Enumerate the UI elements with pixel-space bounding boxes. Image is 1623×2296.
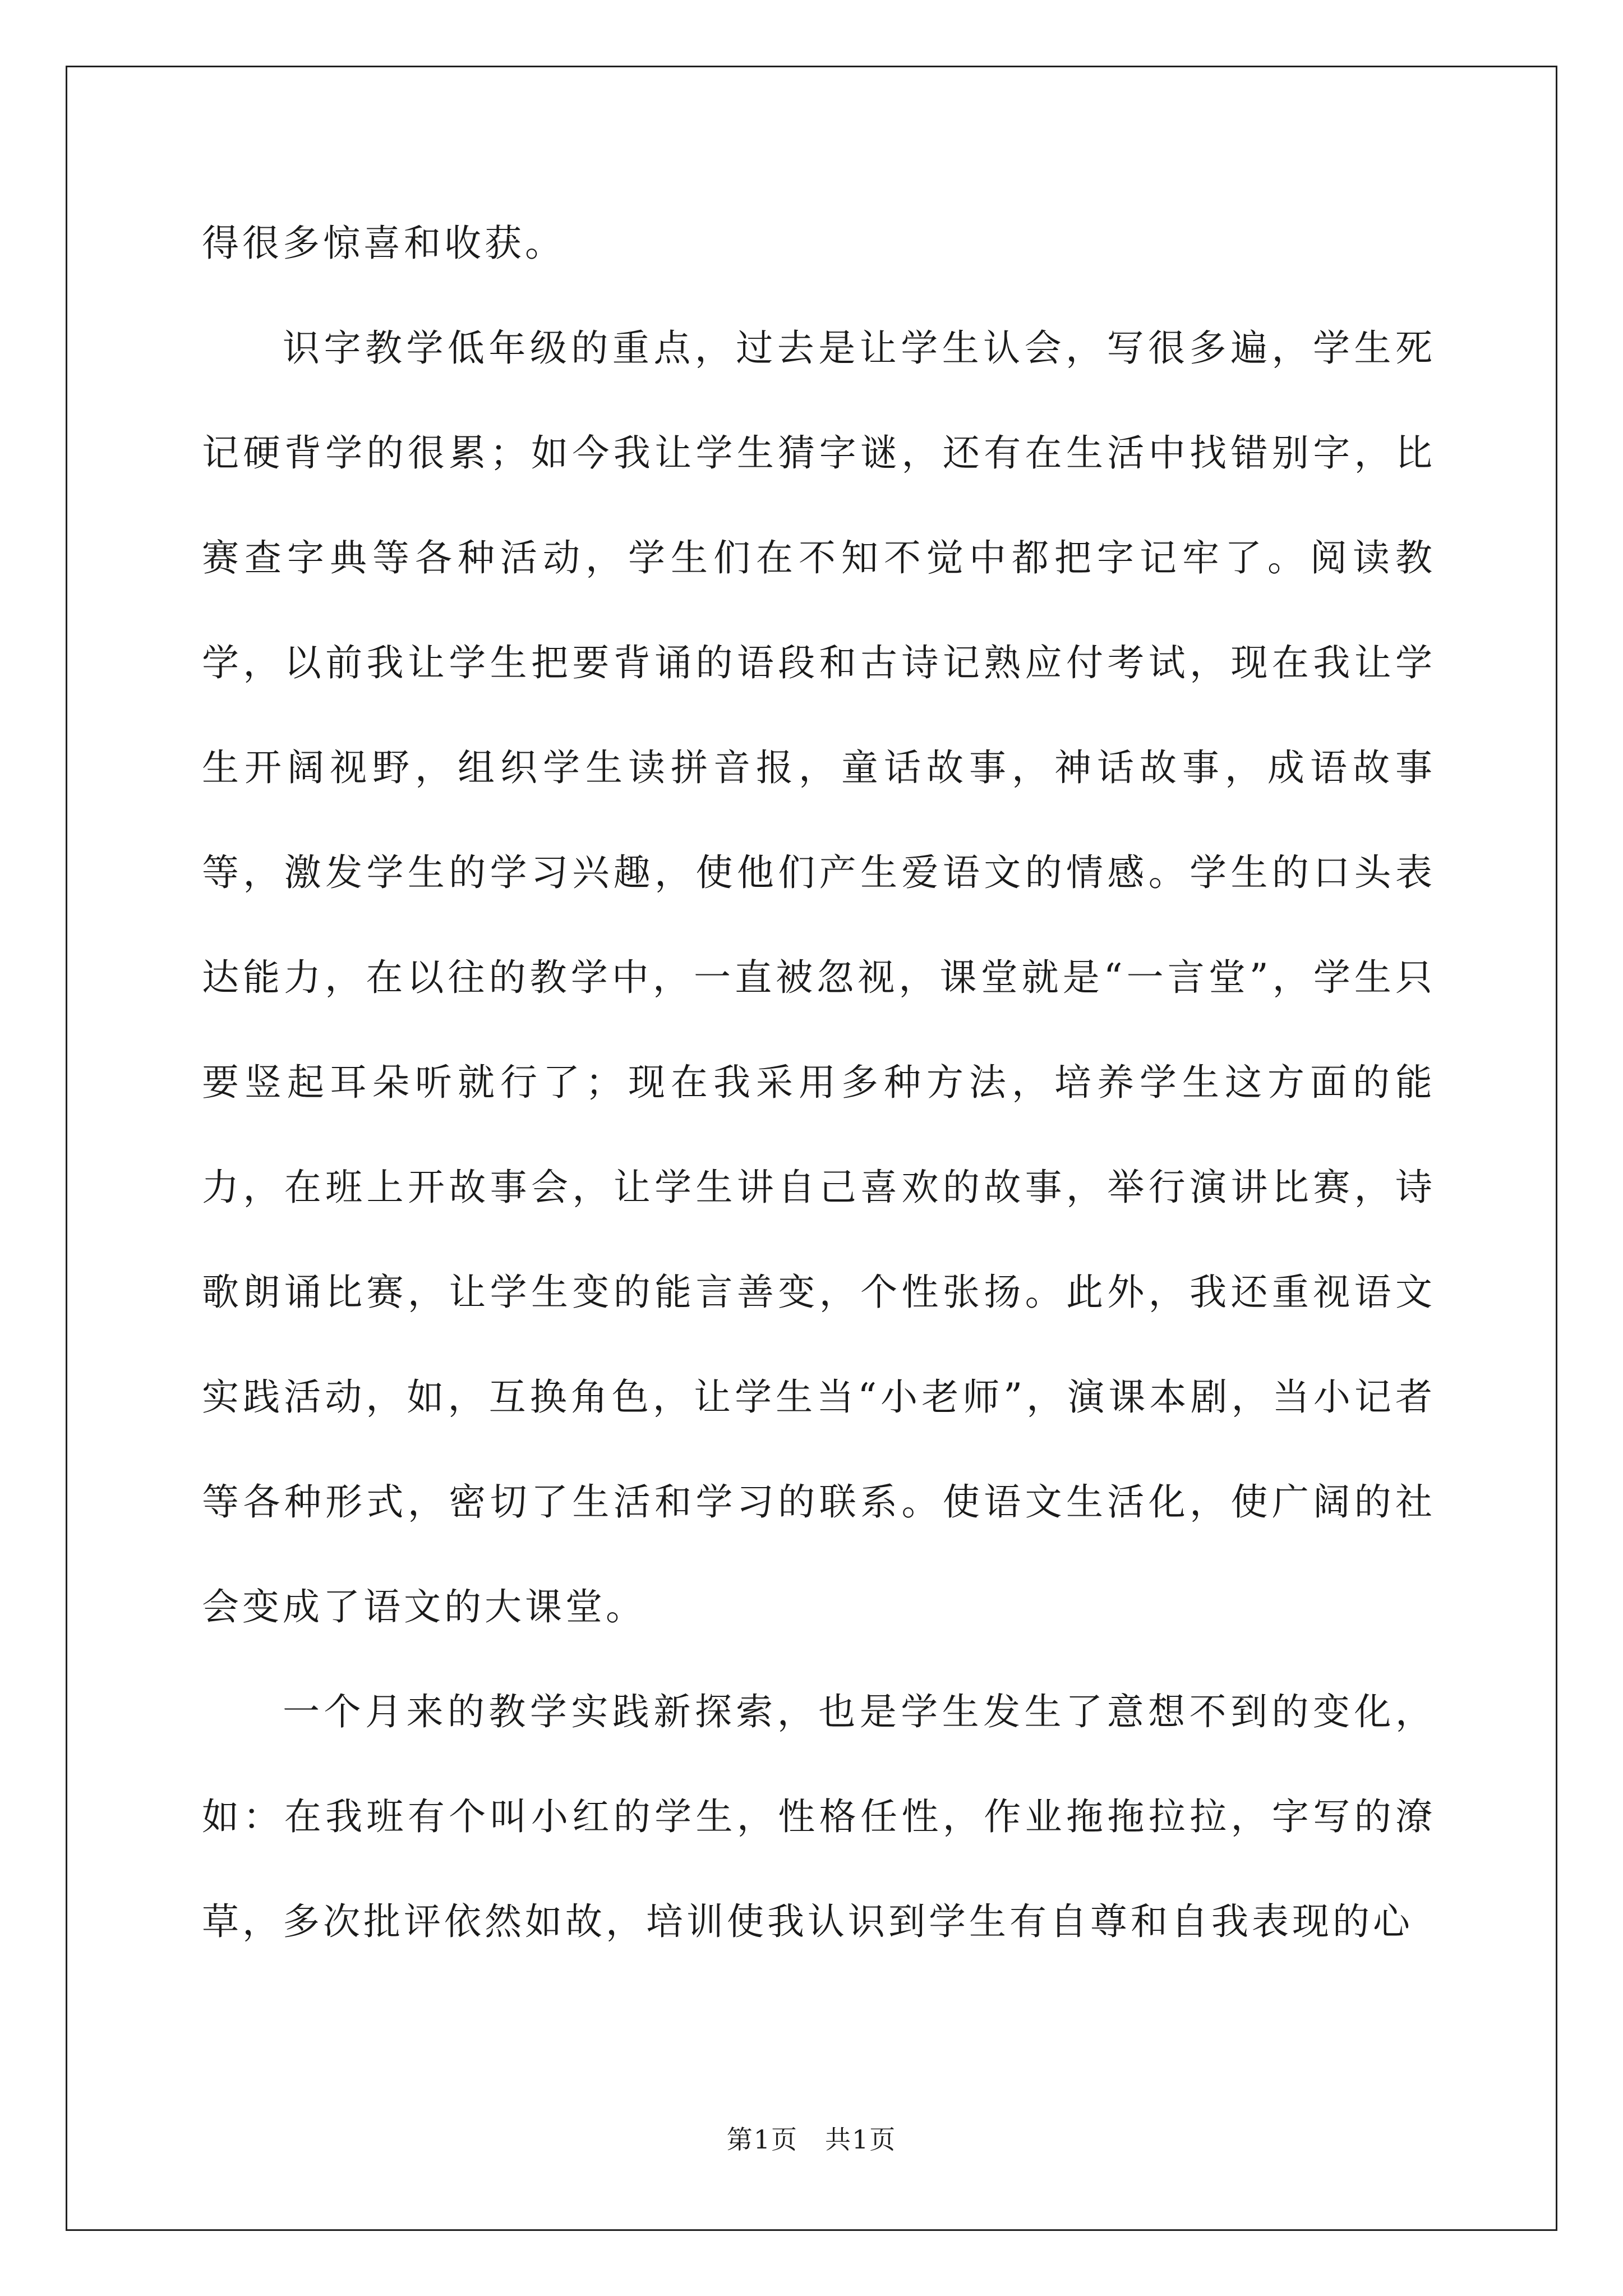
paragraph-1: 得很多惊喜和收获。: [202, 222, 565, 265]
page-total: 共1页: [825, 2124, 897, 2155]
page-number: 第1页: [726, 2124, 798, 2155]
paragraph-3: 一个月来的教学实践新探索，也是学生发生了意想不到的变化，如：在我班有个叫小红的学生，性格任性，作业拖拖拉拉，字写的潦草，多次批评依然如故，培训使我认识到学生有自尊和自我表现的心: [202, 1690, 1436, 1943]
paragraph-2: 识字教学低年级的重点，过去是让学生认会，写很多遍，学生死记硬背学的很累；如今我让学生猜字谜，还有在生活中找错别字，比赛查字典等各种活动，学生们在不知不觉中都把字记牢了。阅读教学，以前我让学生把要背诵的语段和古诗记熟应付考试，现在我让学生开阔视野，组织学生读拼音报，童话故事，神话故事，成语故事等，激发学生的学习兴趣，使他们产生爱语文的情感。学生的口头表达能力，在以往的教学中，一直被忽视，课堂就是“一言堂”，学生只要竖起耳朵听就行了；现在我采用多种方法，培养学生这方面的能力，在班上开故事会，让学生讲自己喜欢的故事，举行演讲比赛，诗歌朗诵比赛，让学生变的能言善变，个性张扬。此外，我还重视语文实践活动，如，互换角色，让学生当“小老师”，演课本剧，当小记者等各种形式，密切了生活和学习的联系。使语文生活化，使广阔的社会变成了语文的大课堂。: [202, 326, 1436, 1628]
page-footer: [0, 2119, 1623, 2156]
document-body: [202, 191, 1436, 1974]
